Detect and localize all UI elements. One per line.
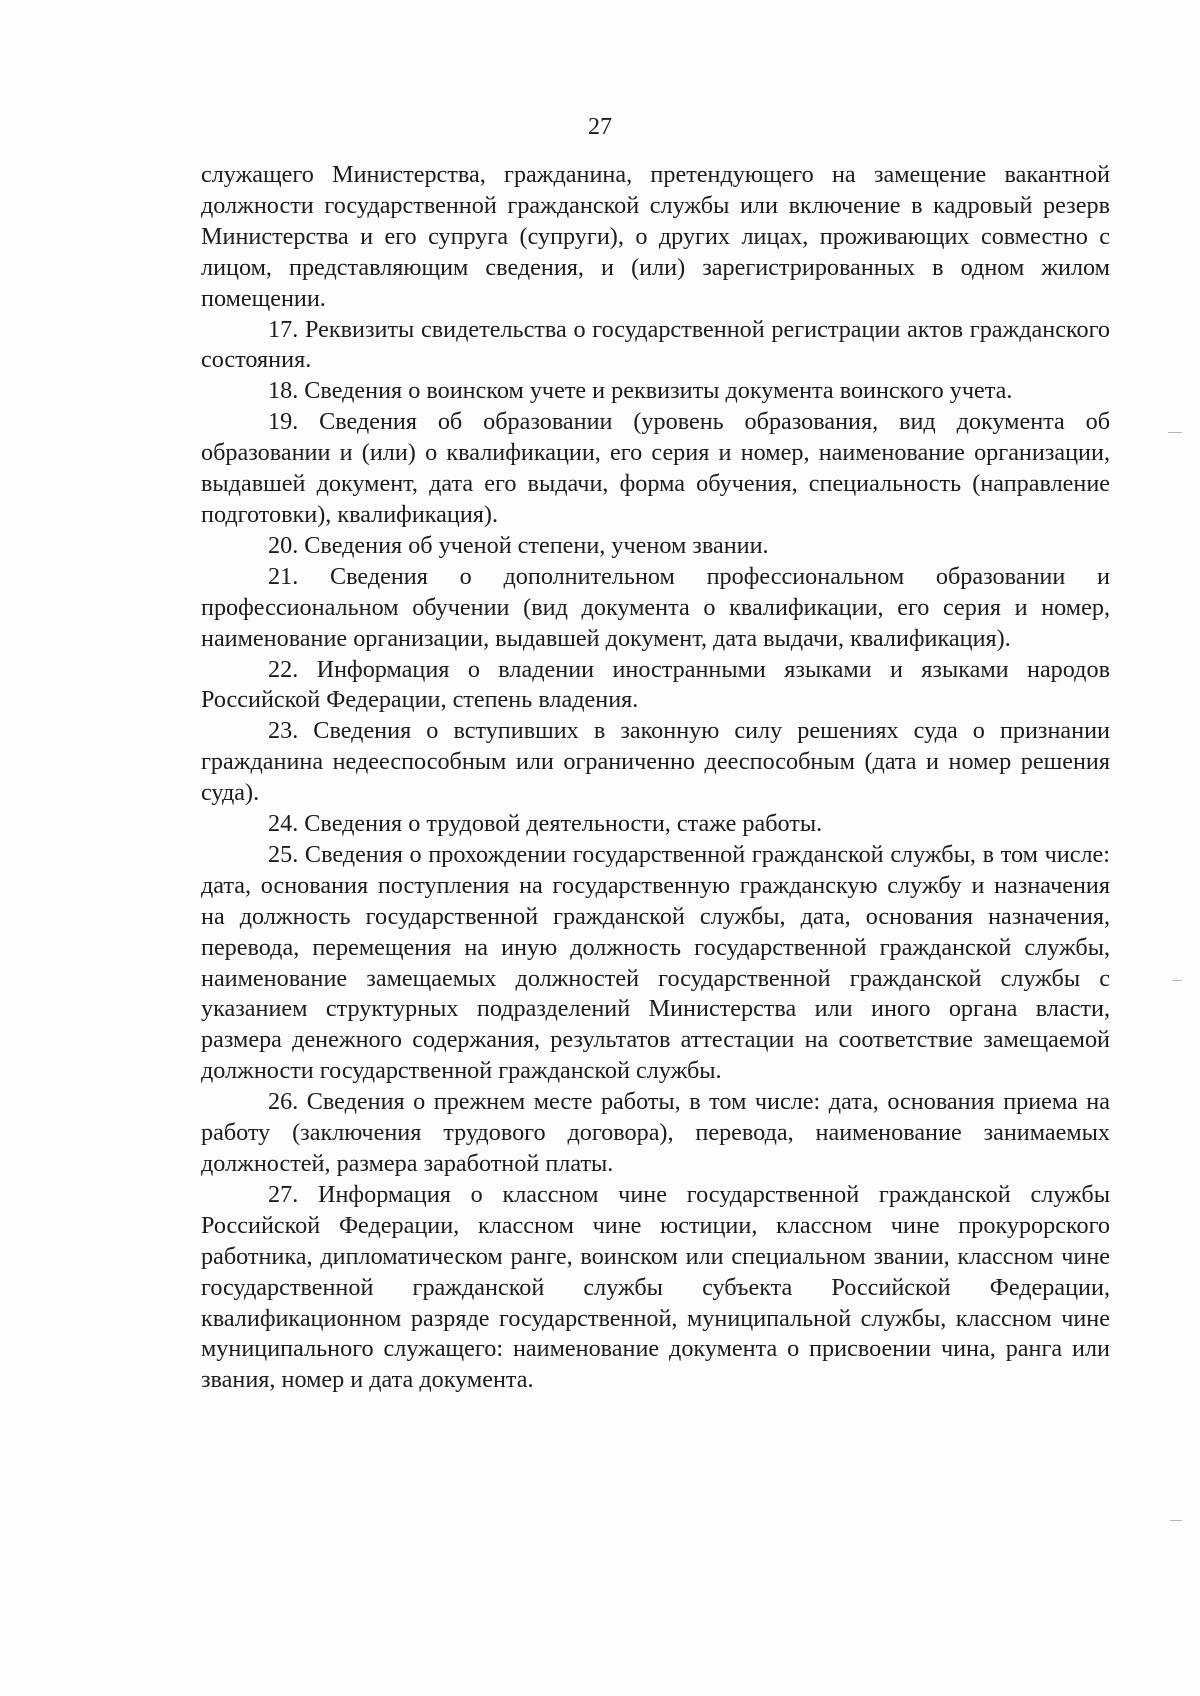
list-item-26: 26. Сведения о прежнем месте работы, в том числе: дата, основания приема на работу (заключения трудового договора), перевода, наименование занимаемых должностей, размера заработной платы. xyxy=(201,1088,1110,1177)
document-body xyxy=(201,160,1110,1396)
list-item-18: 18. Сведения о воинском учете и реквизиты документа воинского учета. xyxy=(268,377,1013,405)
list-item-27: 27. Информация о классном чине государственной гражданской службы Российской Федерации, классном чине юстиции, классном чине прокурорского работника, дипломатическом ранге, воинском или специальном звании, классном чине государственной гражданской службы субъекта Российской Федерации, квалификационном разряде государственной, муниципальной службы, классном чине муниципального служащего: наименование документа о присвоении чина, ранга или звания, номер и дата документа. xyxy=(201,1180,1110,1394)
list-item-19: 19. Сведения об образовании (уровень образования, вид документа об образовании и (или) о квалификации, его серия и номер, наименование организации, выдавшей документ, дата его выдачи, форма обучения, специальность (направление подготовки), квалификация). xyxy=(201,408,1110,528)
list-item-22: 22. Информация о владении иностранными языками и языками народов Российской Федерации, степень владения. xyxy=(201,655,1110,714)
paragraph-continuation: служащего Министерства, гражданина, претендующего на замещение вакантной должности государственной гражданской службы или включение в кадровый резерв Министерства и его супруга (супруги), о других лицах, проживающих совместно с лицом, представляющим сведения, и (или) зарегистрированных в одном жилом помещении. xyxy=(201,161,1110,312)
scan-artifact xyxy=(1172,980,1182,981)
list-item-17: 17. Реквизиты свидетельства о государственной регистрации актов гражданского состояния. xyxy=(201,315,1110,374)
scan-artifact xyxy=(1168,432,1182,433)
scan-artifact xyxy=(1170,1520,1182,1521)
page-number: 27 xyxy=(588,114,612,140)
list-item-23: 23. Сведения о вступивших в законную силу решениях суда о признании гражданина недееспособным или ограниченно дееспособным (дата и номер решения суда). xyxy=(201,717,1110,807)
list-item-24: 24. Сведения о трудовой деятельности, стаже работы. xyxy=(268,810,823,838)
list-item-21: 21. Сведения о дополнительном профессиональном образовании и профессиональном обучении (вид документа о квалификации, его серия и номер, наименование организации, выдавшей документ, дата выдачи, квалификация). xyxy=(201,562,1110,652)
list-item-25: 25. Сведения о прохождении государственной гражданской службы, в том числе: дата, основания поступления на государственную гражданскую службу и назначения на должность государственной гражданской службы, дата, основания назначения, перевода, перемещения на иную должность государственной гражданской службы, наименование замещаемых должностей государственной гражданской службы с указанием структурных подразделений Министерства или иного органа власти, размера денежного содержания, результатов аттестации на соответствие замещаемой должности государственной гражданской службы. xyxy=(201,840,1110,1085)
list-item-20: 20. Сведения об ученой степени, ученом звании. xyxy=(268,531,769,559)
